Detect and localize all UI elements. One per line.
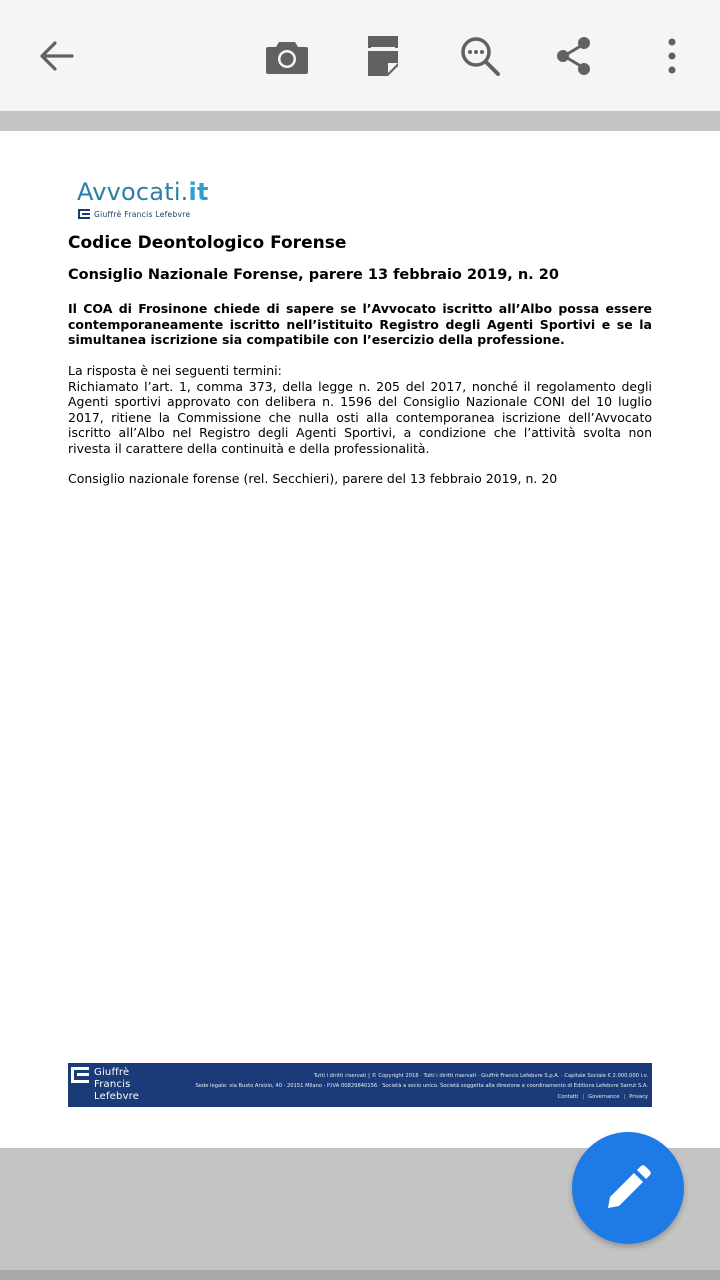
document-answer [68, 363, 652, 456]
publisher-footer [68, 1063, 652, 1107]
reading-mode-button[interactable] [356, 28, 412, 84]
logo-subtitle: Giuffrè Francis Lefebvre [94, 209, 191, 219]
reading-mode-icon [366, 34, 402, 78]
footer-link-contatti[interactable]: Contatti [557, 1094, 579, 1100]
toolbar [0, 0, 720, 111]
bottom-edge [0, 1270, 720, 1280]
more-vert-icon [666, 36, 678, 76]
edit-pencil-icon [605, 1165, 651, 1211]
footer-separator: | [623, 1094, 626, 1100]
footer-logo [71, 1067, 139, 1103]
gfl-mark-icon [78, 209, 90, 219]
document-citation: Consiglio nazionale forense (rel. Secchieri), parere del 13 febbraio 2019, n. 20 [68, 471, 558, 486]
footer-logo-line: Francis [94, 1079, 131, 1090]
footer-logo-line: Giuffrè [94, 1067, 130, 1078]
toolbar-divider [0, 111, 720, 131]
avvocati-logo [77, 178, 209, 219]
logo-tld-text: it [188, 178, 209, 206]
footer-copyright: Tutti i diritti riservati | © Copyright 2018 · Tutti i diritti riservati · Giuffrè Francis Lefebvre S.p.A. · Capitale Sociale € 2.000.000 i.v. [313, 1073, 648, 1079]
edit-fab-button[interactable] [572, 1132, 684, 1244]
screenshot-button[interactable] [259, 28, 315, 84]
footer-link-privacy[interactable]: Privacy [629, 1094, 648, 1100]
logo-main-text: Avvocati. [77, 178, 189, 206]
answer-intro: La risposta è nei seguenti termini: [68, 363, 282, 378]
back-button[interactable] [28, 28, 84, 84]
footer-link-governance[interactable]: Governance [588, 1094, 620, 1100]
document-question: Il COA di Frosinone chiede di sapere se l’Avvocato iscritto all’Albo possa essere contemporaneamente iscritto nell’istituito Registro degli Agenti Sportivi e se la simultanea iscrizione sia compatibile con l’esercizio della professione. [68, 301, 652, 347]
zoom-search-icon [459, 35, 501, 77]
document-title: Codice Deontologico Forense [68, 233, 347, 253]
camera-icon [265, 36, 309, 76]
more-button[interactable] [644, 28, 700, 84]
document-subtitle: Consiglio Nazionale Forense, parere 13 febbraio 2019, n. 20 [68, 267, 559, 283]
answer-body: Richiamato l’art. 1, comma 373, della legge n. 205 del 2017, nonché il regolamento degli Agenti sportivi approvato con delibera n. 1596 del Consiglio Nazionale CONI del 10 luglio 2017, ritiene la Commissione che nulla osti alla contemporanea iscrizione dell’Avvocato iscritto all’Albo nel Registro degli Agenti Sportivi, a condizione che l’attività svolta non rivesta il carattere della continuità e della professionalità. [68, 378, 652, 456]
share-button[interactable] [546, 28, 602, 84]
footer-legal: Sede legale: via Busto Arsizio, 40 · 20151 Milano · P.IVA 00829840156 · Società a socio unico. Società soggetta alla direzione e coordinamento di Editions Lefebvre Sarrut S.A. [195, 1082, 648, 1089]
arrow-back-icon [36, 36, 76, 76]
document-page[interactable] [0, 131, 720, 1148]
gfl-logo-icon [71, 1067, 89, 1083]
share-icon [554, 36, 594, 76]
footer-separator: | [582, 1094, 585, 1100]
find-button[interactable] [452, 28, 508, 84]
footer-logo-line: Lefebvre [94, 1091, 140, 1102]
